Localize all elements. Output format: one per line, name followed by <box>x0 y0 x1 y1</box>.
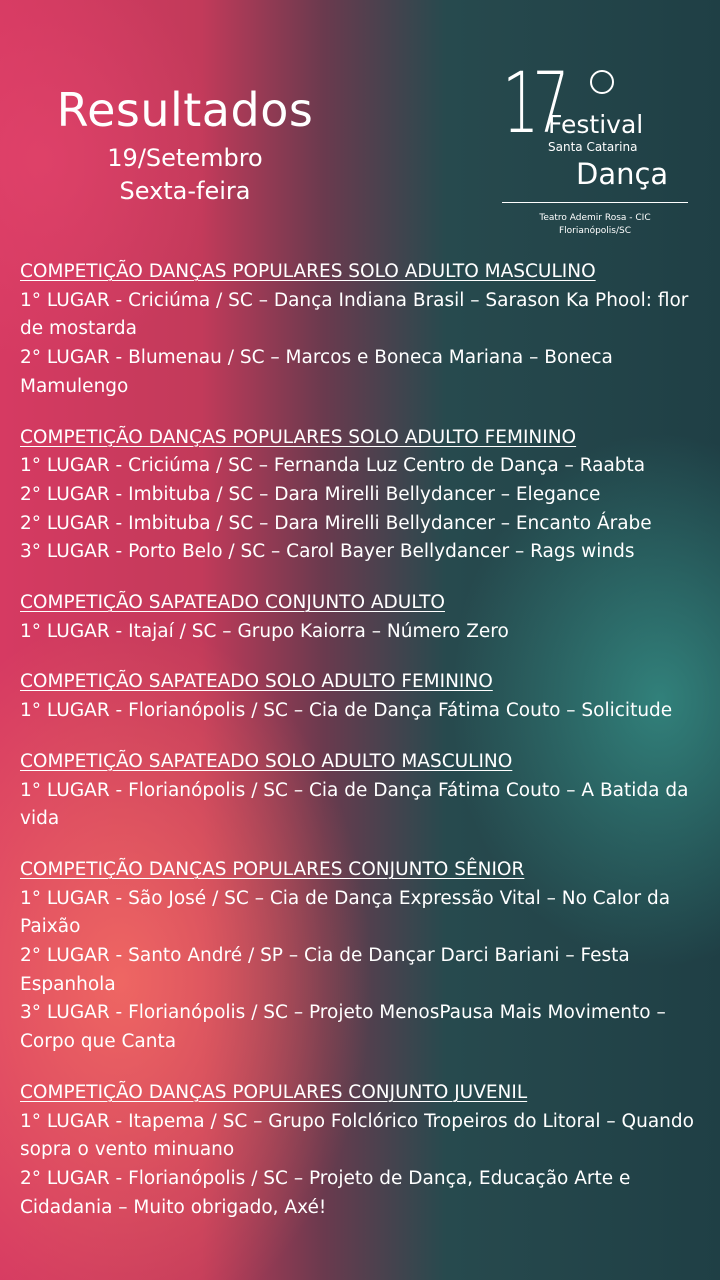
result-section <box>20 856 710 1057</box>
result-section <box>20 1079 710 1223</box>
logo-divider <box>502 202 688 203</box>
logo-region: Santa Catarina <box>548 140 638 154</box>
result-entry: 1° LUGAR - Itapema / SC – Grupo Folclórico Tropeiros do Litoral – Quando sopra o vento minuano <box>20 1110 694 1161</box>
result-entry: 1° LUGAR - Itajaí / SC – Grupo Kaiorra – Número Zero <box>20 620 509 642</box>
event-date: 19/Setembro <box>107 144 263 172</box>
results-list <box>20 258 710 1244</box>
result-entry: 1° LUGAR - Florianópolis / SC – Cia de Dança Fátima Couto – A Batida da vida <box>20 779 689 830</box>
result-entry: 1° LUGAR - Criciúma / SC – Dança Indiana Brasil – Sarason Ka Phool: flor de mostarda <box>20 289 689 340</box>
page-title: Resultados <box>56 83 314 137</box>
result-entry: 1° LUGAR - Florianópolis / SC – Cia de Dança Fátima Couto – Solicitude <box>20 700 673 722</box>
result-entry: 1° LUGAR - Criciúma / SC – Fernanda Luz Centro de Dança – Raabta <box>20 455 646 477</box>
logo-festival-word: Festival <box>548 110 644 139</box>
festival-logo <box>500 54 690 244</box>
logo-ordinal-circle <box>590 70 614 94</box>
section-title: COMPETIÇÃO SAPATEADO SOLO ADULTO FEMININO <box>20 671 493 693</box>
result-entry: 2° LUGAR - Santo André / SP – Cia de Dançar Darci Bariani – Festa Espanhola <box>20 945 630 995</box>
result-entry: 2° LUGAR - Blumenau / SC – Marcos e Boneca Mariana – Boneca Mamulengo <box>20 347 613 397</box>
section-title: COMPETIÇÃO DANÇAS POPULARES CONJUNTO SÊNIOR <box>20 858 525 880</box>
result-section <box>20 668 710 725</box>
result-section <box>20 589 710 646</box>
result-entry: 2° LUGAR - Florianópolis / SC – Projeto de Dança, Educação Arte e Cidadania – Muito obrigado, Axé! <box>20 1167 631 1218</box>
header <box>0 82 370 208</box>
event-weekday: Sexta-feira <box>119 177 251 205</box>
result-section <box>20 258 710 402</box>
section-title: COMPETIÇÃO SAPATEADO SOLO ADULTO MASCULINO <box>20 750 513 772</box>
venue-name: Teatro Ademir Rosa - CIC <box>539 213 651 223</box>
result-section <box>20 424 710 568</box>
section-title: COMPETIÇÃO SAPATEADO CONJUNTO ADULTO <box>20 592 445 614</box>
logo-danca-word: Dança <box>576 157 669 191</box>
section-title: COMPETIÇÃO DANÇAS POPULARES SOLO ADULTO MASCULINO <box>20 261 596 282</box>
logo-edition-number: 17 <box>502 54 563 152</box>
result-entry: 2° LUGAR - Imbituba / SC – Dara Mirelli Bellydancer – Elegance <box>20 483 601 505</box>
result-entry: 1° LUGAR - São José / SC – Cia de Dança Expressão Vital – No Calor da Paixão <box>20 887 671 938</box>
venue-city: Florianópolis/SC <box>558 226 632 236</box>
result-entry: 3° LUGAR - Porto Belo / SC – Carol Bayer Bellydancer – Rags winds <box>20 541 635 563</box>
logo-venue <box>500 212 690 238</box>
result-entry: 2° LUGAR - Imbituba / SC – Dara Mirelli Bellydancer – Encanto Árabe <box>20 512 652 534</box>
result-entry: 3° LUGAR - Florianópolis / SC – Projeto MenosPausa Mais Movimento – Corpo que Canta <box>20 1002 666 1053</box>
section-title: COMPETIÇÃO DANÇAS POPULARES CONJUNTO JUVENIL <box>20 1081 528 1103</box>
section-title: COMPETIÇÃO DANÇAS POPULARES SOLO ADULTO FEMININO <box>20 426 577 448</box>
result-section <box>20 748 710 834</box>
